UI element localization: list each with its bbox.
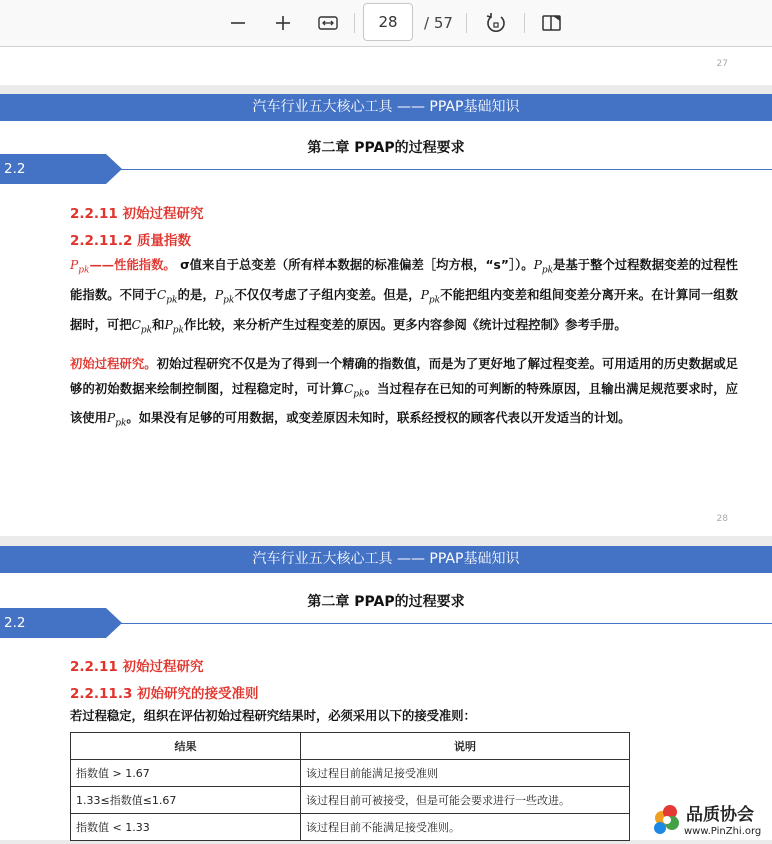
heading-2-2-11: 2.2.11 初始过程研究 — [70, 206, 204, 222]
zoom-in-button[interactable] — [268, 8, 298, 38]
acceptance-intro: 若过程稳定，组织在评估初始过程研究结果时，必须采用以下的接受准则： — [70, 709, 476, 723]
column-header: 结果 — [71, 733, 301, 760]
text: 不能把组内变差和组间变差分离开来。在计算同一组数据时，可把 — [70, 287, 738, 332]
text: 不仅仅考虑了子组内变差。但是， — [234, 287, 421, 302]
term-initial-study: 初始过程研究。 — [70, 357, 157, 371]
section-tab-label: 2.2 PPAP要求 — [4, 161, 37, 237]
page-number: 27 — [716, 59, 728, 69]
rotate-icon — [485, 12, 507, 34]
text: 是基于整个过程数据变差的过程性能指数。不同于 — [70, 258, 738, 302]
section-tab-label: 2.2 PPAP要求 — [4, 615, 37, 691]
term-ppk: ——性能指数。 — [89, 258, 176, 272]
page-28 — [0, 94, 772, 536]
text: σ值来自于总变差（所有样本数据的标准偏差［均方根，“s”］）。 — [180, 258, 534, 272]
header-banner: 汽车行业五大核心工具 —— PPAP基础知识 — [0, 94, 772, 121]
text: 的是， — [177, 287, 215, 302]
text: 。如果没有足够的可用数据，或变差原因未知时，联系经授权的顾客代表以开发适当的计划。 — [126, 411, 631, 426]
page-number-input[interactable] — [363, 3, 413, 41]
table-cell: 1.33≤指数值≤1.67 — [71, 787, 301, 814]
table-row — [71, 787, 630, 814]
toolbar-divider — [524, 13, 525, 33]
page-27 — [0, 47, 772, 85]
heading-2-2-11: 2.2.11 初始过程研究 — [70, 659, 204, 675]
minus-icon — [230, 15, 246, 31]
page-29 — [0, 546, 772, 840]
header-banner: 汽车行业五大核心工具 —— PPAP基础知识 — [0, 546, 772, 573]
table-row — [71, 814, 630, 841]
watermark-url: www.PinZhi.org — [684, 826, 762, 837]
table-cell: 该过程目前不能满足接受准则。 — [301, 814, 630, 841]
acceptance-criteria-table — [70, 732, 630, 841]
paragraph-initial-study: 初始过程研究。初始过程研究不仅是为了得到一个精确的指数值，而是为了更好地了解过程变差。可用适用的历史数据或足够的初始数据来绘制控制图，过程稳定时，可计算$C_{pk}$。当过程存在已知的可判断的特殊原因，且输出满足规范要求时，应该使用$P_{pk}$。如果没有足够的可用数据，或变差原因未知时，联系经授权的顾客代表以开发适当的计划。 — [70, 357, 738, 429]
watermark-logo — [648, 798, 772, 840]
heading-2-2-11-2: 2.2.11.2 质量指数 — [70, 233, 192, 249]
fit-width-button[interactable] — [313, 8, 343, 38]
text: 初始过程研究不仅是为了得到一个精确的指数值，而是为了更好地了解过程变差。可用适用的历史数据或足够的初始数据来绘制控制图，过程稳定时，可计算 — [70, 357, 738, 396]
table-header-row — [71, 733, 630, 760]
column-header: 说明 — [301, 733, 630, 760]
text: 。当过程存在已知的可判断的特殊原因，且输出满足规范要求时，应该使用 — [70, 381, 738, 426]
flower-logo-icon — [648, 798, 772, 840]
chapter-title: 第二章 PPAP的过程要求 — [307, 140, 465, 156]
page-view-icon — [541, 13, 563, 33]
page-view-button[interactable] — [537, 8, 567, 38]
toolbar-divider — [354, 13, 355, 33]
table-cell: 指数值 > 1.67 — [71, 760, 301, 787]
toolbar-divider — [466, 13, 467, 33]
table-cell: 该过程目前能满足接受准则 — [301, 760, 630, 787]
pdf-toolbar — [0, 0, 772, 47]
table-cell: 指数值 < 1.33 — [71, 814, 301, 841]
section-rule — [120, 169, 772, 170]
heading-2-2-11-3: 2.2.11.3 初始研究的接受准则 — [70, 686, 259, 702]
table-cell: 该过程目前可被接受，但是可能会要求进行一些改进。 — [301, 787, 630, 814]
section-rule — [120, 623, 772, 624]
plus-icon — [275, 15, 291, 31]
page-total: / 57 — [424, 14, 453, 32]
table-row — [71, 760, 630, 787]
fit-width-icon — [318, 15, 338, 31]
watermark-name: 品质协会 — [686, 805, 754, 825]
zoom-out-button[interactable] — [223, 8, 253, 38]
rotate-button[interactable] — [481, 8, 511, 38]
text: 和 — [152, 317, 165, 332]
text: 作比较，来分析产生过程变差的原因。更多内容参阅《统计过程控制》参考手册。 — [183, 317, 627, 332]
chapter-title: 第二章 PPAP的过程要求 — [307, 594, 465, 610]
paragraph-ppk: $P_{pk}——$性能指数。 σ值来自于总变差（所有样本数据的标准偏差［均方根，“s”］）。$P_{pk}$是基于整个过程数据变差的过程性能指数。不同于$C_{pk}$的是，$P_{pk}$不仅仅考虑了子组内变差。但是，$P_{pk}$不能把组内变差和组间变差分离开来。在计算同一组数据时，可把$C_{pk}$和$P_{pk}$作比较，来分析产生过程变差的原因。更多内容参阅《统计过程控制》参考手册。 — [70, 258, 738, 336]
page-number: 28 — [716, 514, 728, 524]
